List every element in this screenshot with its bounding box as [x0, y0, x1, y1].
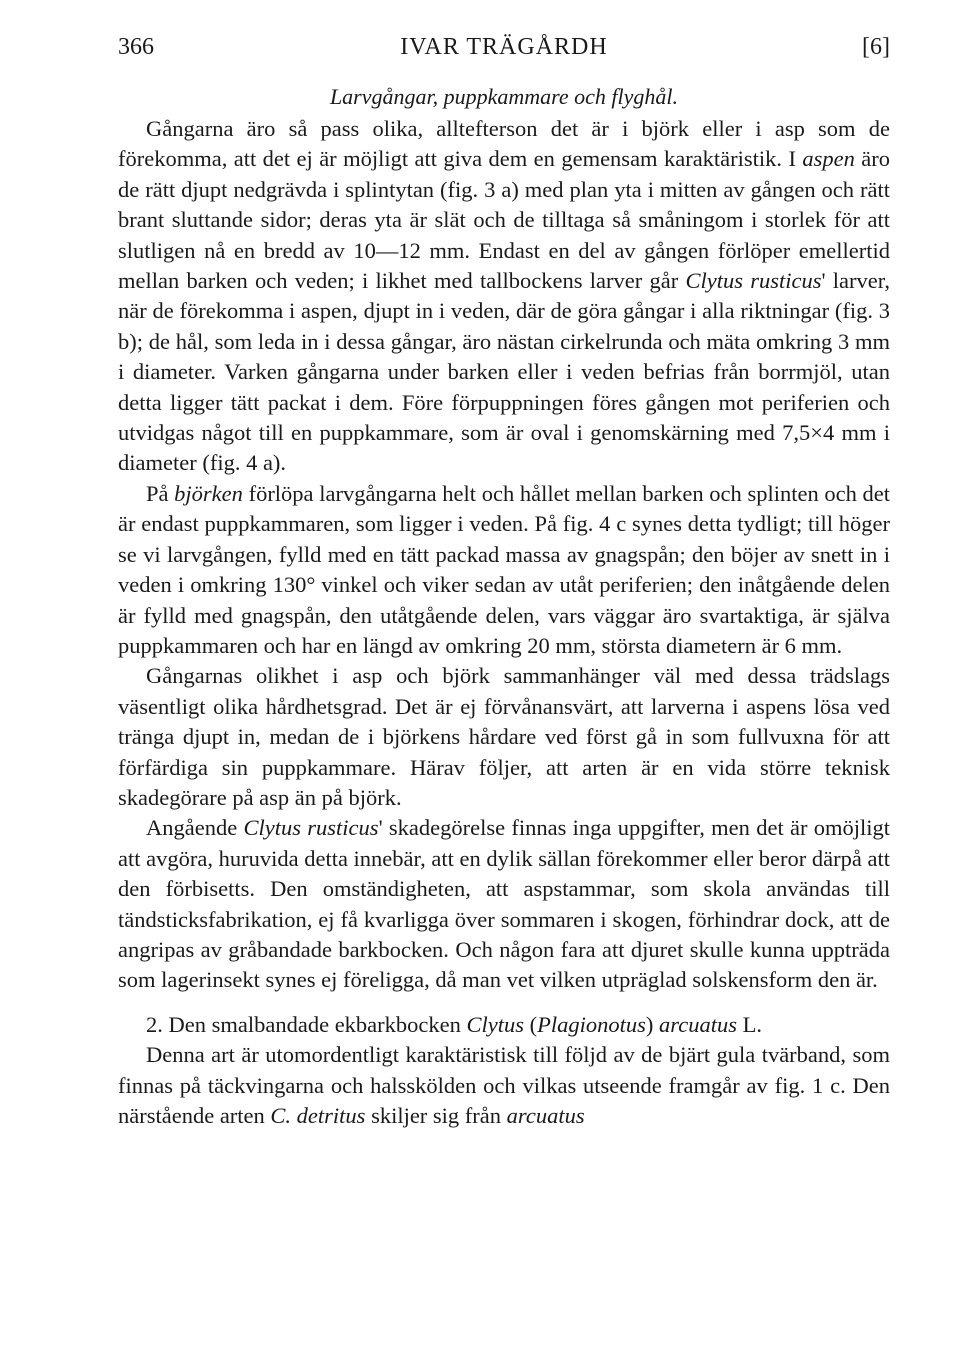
running-header [118, 34, 890, 68]
paragraph-3: Gångarnas olikhet i asp och björk sammanhänger väl med dessa trädslags väsentligt olika hårdhetsgrad. Det är ej förvånansvärt, att larverna i aspens lösa ved tränga djupt in, medan de i björkens hårdare ved först gå in som fullvuxna för att förfärdiga sin puppkammare. Härav följer, att arten är en vida större teknisk skadegörare på asp än på björk. [118, 663, 890, 810]
species-name: C. detritus [270, 1103, 366, 1128]
paragraph-5: Denna art är utomordentligt karaktäristisk till följd av de bjärt gula tvärband, som finnas på täckvingarna och halsskölden och vilkas utseende framgår av fig. 1 c. Den närstående arten C. detritus skiljer sig från arcuatus [118, 1042, 890, 1128]
running-author: IVAR TRÄGÅRDH [400, 34, 608, 60]
section-heading: 2. Den smalbandade ekbarkbocken Clytus (Plagionotus) arcuatus L. [146, 1011, 762, 1037]
paragraph-2: På björken förlöpa larvgångarna helt och hållet mellan barken och splinten och det är endast puppkammaren, som ligger i veden. På fig. 4 c synes detta tydligt; till höger se vi larvgången, fylld med en tätt packad massa av gnagspån; den böjer av snett in i veden i omkring 130° vinkel och viker sedan av utåt periferien; den inåtgående delen är fylld med gnagspån, den utåtgående delen, vars väggar äro svartaktiga, är själva puppkammaren och har en längd av omkring 20 mm, största diametern är 6 mm. [118, 480, 890, 658]
paragraph-4: Angående Clytus rusticus' skadegörelse finnas inga uppgifter, men det är omöjligt att avgöra, huruvida detta innebär, att en dylik sällan förekommer eller beror därpå att den förbisetts. Den omständigheten, att aspstammar, som skola användas till tändsticksfabrikation, ej få kvarligga över sommaren i skogen, förhindrar dock, att de angripas av gråbandade barkbocken. Och någon fara att djuret skulle kunna uppträda som lagerinsekt synes ej föreligga, då man vet vilken utpräglad solskensform den är. [118, 815, 891, 993]
species-name: Clytus rusticus [243, 815, 379, 841]
page-number: 366 [118, 34, 154, 60]
body-text [118, 82, 890, 1131]
italic-term: aspen [802, 146, 855, 172]
subheading: Larvgångar, puppkammare och flyghål. [329, 84, 679, 109]
section-marker: [6] [862, 34, 890, 60]
species-name: arcuatus [506, 1103, 585, 1128]
paragraph-1: Gångarna äro så pass olika, alltefterson det är i björk eller i asp som de förekomma, att det ej är möjligt att giva dem en gemensam karaktäristik. I aspen äro de rätt djupt nedgrävda i splintytan (fig. 3 a) med plan yta i mitten av gången och rätt brant sluttande sidor; deras yta är slät och de tilltaga så småningom i storlek för att slutligen nå en bredd av 10—12 mm. Endast en del av gången förlöper emellertid mellan barken och veden; i likhet med tallbockens larver går Clytus rusticus' larver, när de förekomma i aspen, djupt in i veden, där de göra gångar i alla riktningar (fig. 3 b); de hål, som leda in i dessa gångar, äro nästan cirkelrunda och mäta omkring 3 mm i diameter. Varken gångarna under barken eller i veden befrias från borrmjöl, utan detta ligger tätt packat i dem. Före förpuppningen föres gången mot periferien och utvidgas något till en puppkammare, som är oval i genomskärning med 7,5×4 mm i diameter (fig. 4 a). [118, 116, 890, 476]
species-name: Clytus rusticus [685, 268, 822, 294]
italic-term: björken [174, 480, 243, 506]
